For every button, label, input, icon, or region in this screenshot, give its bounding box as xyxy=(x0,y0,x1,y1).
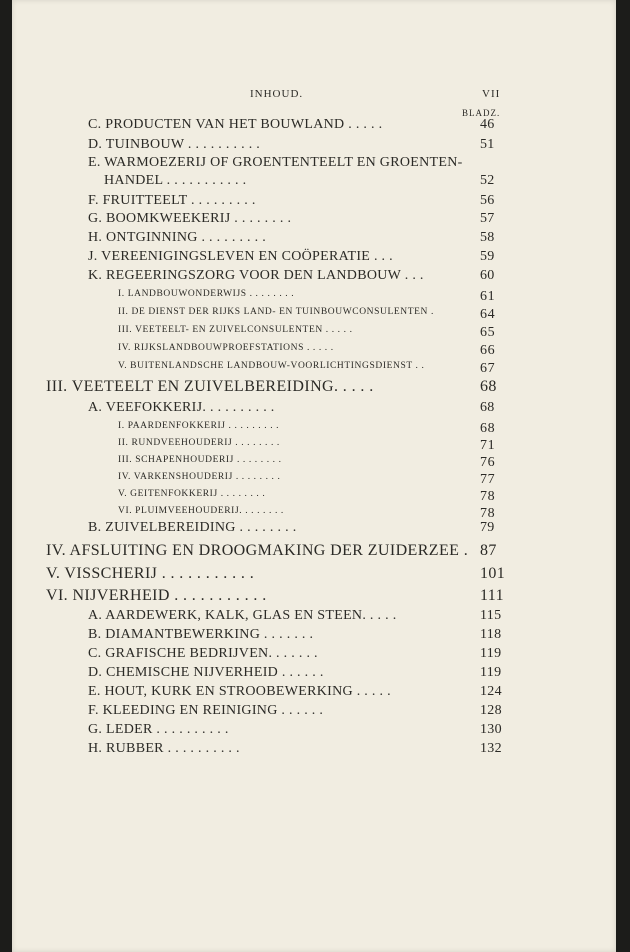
toc-entry-page: 78 xyxy=(480,489,496,504)
toc-entry-text: I. PAARDENFOKKERIJ . . . . . . . . . xyxy=(118,421,280,431)
toc-entry-text: I. LANDBOUWONDERWIJS . . . . . . . . xyxy=(118,289,295,299)
toc-entry-page: 65 xyxy=(480,325,496,340)
toc-entry-text: C. GRAFISCHE BEDRIJVEN. . . . . . . xyxy=(88,646,318,661)
toc-entry-page: 68 xyxy=(480,400,495,415)
toc-entry-text: G. BOOMKWEEKERIJ . . . . . . . . xyxy=(88,211,292,226)
toc-entry-text: B. DIAMANTBEWERKING . . . . . . . xyxy=(88,627,314,642)
toc-entry-page: 118 xyxy=(480,627,502,642)
toc-entry-text: HANDEL . . . . . . . . . . . xyxy=(104,173,247,188)
toc-entry-text: E. HOUT, KURK EN STROOBEWERKING . . . . . xyxy=(88,684,391,699)
toc-entry-page: 68 xyxy=(480,378,497,395)
toc-entry-text: B. ZUIVELBEREIDING . . . . . . . . xyxy=(88,520,297,535)
toc-entry-page: 58 xyxy=(480,230,495,245)
toc-entry-text: IV. AFSLUITING EN DROOGMAKING DER ZUIDERZEE . xyxy=(46,542,469,559)
toc-entry-text: III. VEETEELT EN ZUIVELBEREIDING. . . . . xyxy=(46,378,374,395)
toc-entry-text: J. VEREENIGINGSLEVEN EN COÖPERATIE . . . xyxy=(88,249,393,264)
toc-entry-text: V. VISSCHERIJ . . . . . . . . . . . xyxy=(46,565,255,582)
toc-entry-page: 52 xyxy=(480,173,495,188)
book-page xyxy=(12,0,616,952)
toc-entry-text: D. CHEMISCHE NIJVERHEID . . . . . . xyxy=(88,665,324,680)
toc-entry-page: 77 xyxy=(480,472,496,487)
toc-entry-page: 111 xyxy=(480,587,505,604)
toc-entry-page: 71 xyxy=(480,438,496,453)
toc-entry-page: 79 xyxy=(480,520,495,535)
toc-entry-text: D. TUINBOUW . . . . . . . . . . xyxy=(88,137,261,152)
toc-entry-page: 132 xyxy=(480,741,502,756)
toc-entry-text: II. RUNDVEEHOUDERIJ . . . . . . . . xyxy=(118,438,280,448)
toc-entry-page: 56 xyxy=(480,193,495,208)
toc-entry-text: IV. RIJKSLANDBOUWPROEFSTATIONS . . . . . xyxy=(118,343,334,353)
toc-entry-page: 130 xyxy=(480,722,502,737)
toc-entry-page: 119 xyxy=(480,665,502,680)
toc-entry-page: 46 xyxy=(480,117,495,132)
toc-entry-page: 66 xyxy=(480,343,496,358)
page-number-roman: VII xyxy=(482,88,501,100)
toc-entry-text: A. AARDEWERK, KALK, GLAS EN STEEN. . . . . xyxy=(88,608,397,623)
toc-entry-text: E. WARMOEZERIJ OF GROENTENTEELT EN GROENTEN- xyxy=(88,155,463,170)
toc-entry-page: 61 xyxy=(480,289,496,304)
toc-entry-text: V. GEITENFOKKERIJ . . . . . . . . xyxy=(118,489,266,499)
toc-entry-text: H. RUBBER . . . . . . . . . . xyxy=(88,741,240,756)
toc-entry-page: 51 xyxy=(480,137,495,152)
toc-entry-text: III. VEETEELT- EN ZUIVELCONSULENTEN . . . . . xyxy=(118,325,353,335)
toc-entry-text: G. LEDER . . . . . . . . . . xyxy=(88,722,229,737)
running-header-title: INHOUD. xyxy=(250,88,304,100)
toc-entry-page: 68 xyxy=(480,421,496,436)
toc-entry-text: II. DE DIENST DER RIJKS LAND- EN TUINBOUWCONSULENTEN . xyxy=(118,307,434,317)
toc-entry-page: 60 xyxy=(480,268,495,283)
toc-entry-page: 78 xyxy=(480,506,496,521)
toc-entry-page: 64 xyxy=(480,307,496,322)
toc-entry-text: VI. PLUIMVEEHOUDERIJ. . . . . . . . xyxy=(118,506,284,516)
toc-entry-text: F. FRUITTEELT . . . . . . . . . xyxy=(88,193,256,208)
toc-entry-page: 101 xyxy=(480,565,506,582)
toc-entry-page: 76 xyxy=(480,455,496,470)
toc-entry-text: III. SCHAPENHOUDERIJ . . . . . . . . xyxy=(118,455,282,465)
page-column-label: BLADZ. xyxy=(462,108,501,118)
toc-entry-page: 57 xyxy=(480,211,495,226)
toc-entry-page: 115 xyxy=(480,608,502,623)
toc-entry-page: 119 xyxy=(480,646,502,661)
toc-entry-page: 87 xyxy=(480,542,497,559)
toc-entry-text: V. BUITENLANDSCHE LANDBOUW-VOORLICHTINGSDIENST . . xyxy=(118,361,425,371)
toc-entry-text: F. KLEEDING EN REINIGING . . . . . . xyxy=(88,703,324,718)
toc-entry-text: A. VEEFOKKERIJ. . . . . . . . . . xyxy=(88,400,275,415)
toc-entry-text: IV. VARKENSHOUDERIJ . . . . . . . . xyxy=(118,472,281,482)
toc-entry-page: 59 xyxy=(480,249,495,264)
toc-entry-text: H. ONTGINNING . . . . . . . . . xyxy=(88,230,267,245)
toc-entry-text: VI. NIJVERHEID . . . . . . . . . . . xyxy=(46,587,267,604)
toc-entry-page: 128 xyxy=(480,703,502,718)
toc-entry-page: 124 xyxy=(480,684,502,699)
toc-entry-text: K. REGEERINGSZORG VOOR DEN LANDBOUW . . . xyxy=(88,268,424,283)
toc-entry-page: 67 xyxy=(480,361,496,376)
toc-entry-text: C. PRODUCTEN VAN HET BOUWLAND . . . . . xyxy=(88,117,383,132)
